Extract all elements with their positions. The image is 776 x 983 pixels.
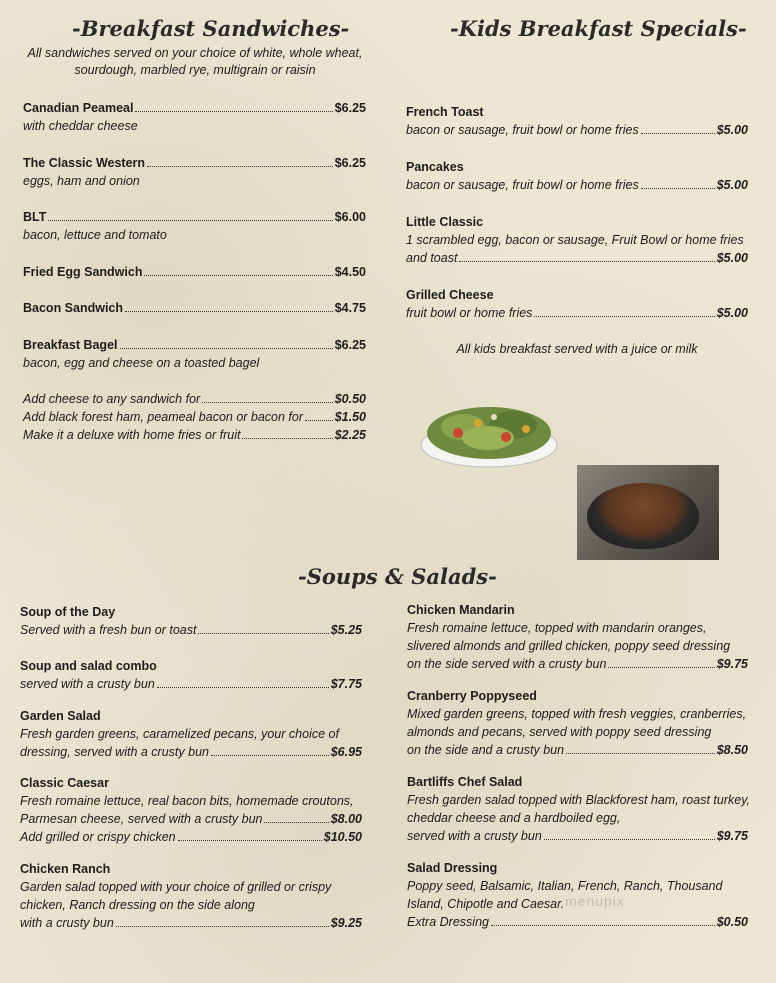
salad-item-salad-dressing: Salad Dressing Poppy seed, Balsamic, Italian, French, Ranch, Thousand Island, Chipotle and Caesar. Extra Dressing $0.50 [407,861,748,929]
breakfast-sandwiches-note: All sandwiches served on your choice of white, whole wheat, sourdough, marbled rye, multigrain or raisin [27,46,363,77]
kids-item-little-classic: Little Classic 1 scrambled egg, bacon or sausage, Fruit Bowl or home fries and toast $5.00 [406,215,748,265]
kids-item-grilled-cheese: Grilled Cheese fruit bowl or home fries $5.00 [406,288,748,320]
menu-item-breakfast-bagel: Breakfast Bagel $6.25 bacon, egg and cheese on a toasted bagel [23,338,366,370]
salad-item-soup-salad-combo: Soup and salad combo served with a crusty bun $7.75 [20,659,362,691]
watermark: menupix [565,893,625,909]
salad-item-chicken-ranch: Chicken Ranch Garden salad topped with your choice of grilled or crispy chicken, Ranch dressing on the side along with a crusty bun $9.25 [20,862,362,930]
salad-item-chicken-mandarin: Chicken Mandarin Fresh romaine lettuce, topped with mandarin oranges, slivered almonds and grilled chicken, poppy seed dressing on the side served with a crusty bun $9.75 [407,603,748,671]
menu-item-fried-egg-sandwich: Fried Egg Sandwich $4.50 [23,265,366,279]
kids-specials-note: All kids breakfast served with a juice or milk [456,342,698,356]
salad-item-chef-salad: Bartliffs Chef Salad Fresh garden salad topped with Blackforest ham, roast turkey, cheddar cheese and a hardboiled egg, served with a crusty bun $9.75 [407,775,750,843]
kids-item-pancakes: Pancakes bacon or sausage, fruit bowl or home fries $5.00 [406,160,748,192]
menu-item-bacon-sandwich: Bacon Sandwich $4.75 [23,301,366,315]
soups-salads-heading: -Soups & Salads- [298,564,497,589]
kids-item-french-toast: French Toast bacon or sausage, fruit bowl or home fries $5.00 [406,105,748,137]
breakfast-sandwiches-heading: -Breakfast Sandwiches- [72,16,350,41]
menu-item-blt: BLT $6.00 bacon, lettuce and tomato [23,210,366,242]
menu-item-classic-western: The Classic Western $6.25 eggs, ham and onion [23,156,366,188]
salad-item-garden-salad: Garden Salad Fresh garden greens, caramelized pecans, your choice of dressing, served with a crusty bun $6.95 [20,709,362,759]
sandwich-addons: Add cheese to any sandwich for $0.50 Add black forest ham, peameal bacon or bacon for $1.50 Make it a deluxe with home fries or fruit $2.25 [23,392,366,442]
salad-item-classic-caesar: Classic Caesar Fresh romaine lettuce, real bacon bits, homemade croutons, Parmesan cheese, served with a crusty bun $8.00 Add grilled or crispy chicken $10.50 [20,776,362,844]
soup-bowl-image [577,465,719,560]
salad-item-cranberry-poppyseed: Cranberry Poppyseed Mixed garden greens, topped with fresh veggies, cranberries, almonds and pecans, served with poppy seed dressing on the side and a crusty bun $8.50 [407,689,748,757]
menu-item-canadian-peameal: Canadian Peameal $6.25 with cheddar cheese [23,101,366,133]
salad-item-soup-of-the-day: Soup of the Day Served with a fresh bun or toast $5.25 [20,605,362,637]
salad-plate-image [418,393,560,471]
kids-specials-heading: -Kids Breakfast Specials- [450,16,747,41]
